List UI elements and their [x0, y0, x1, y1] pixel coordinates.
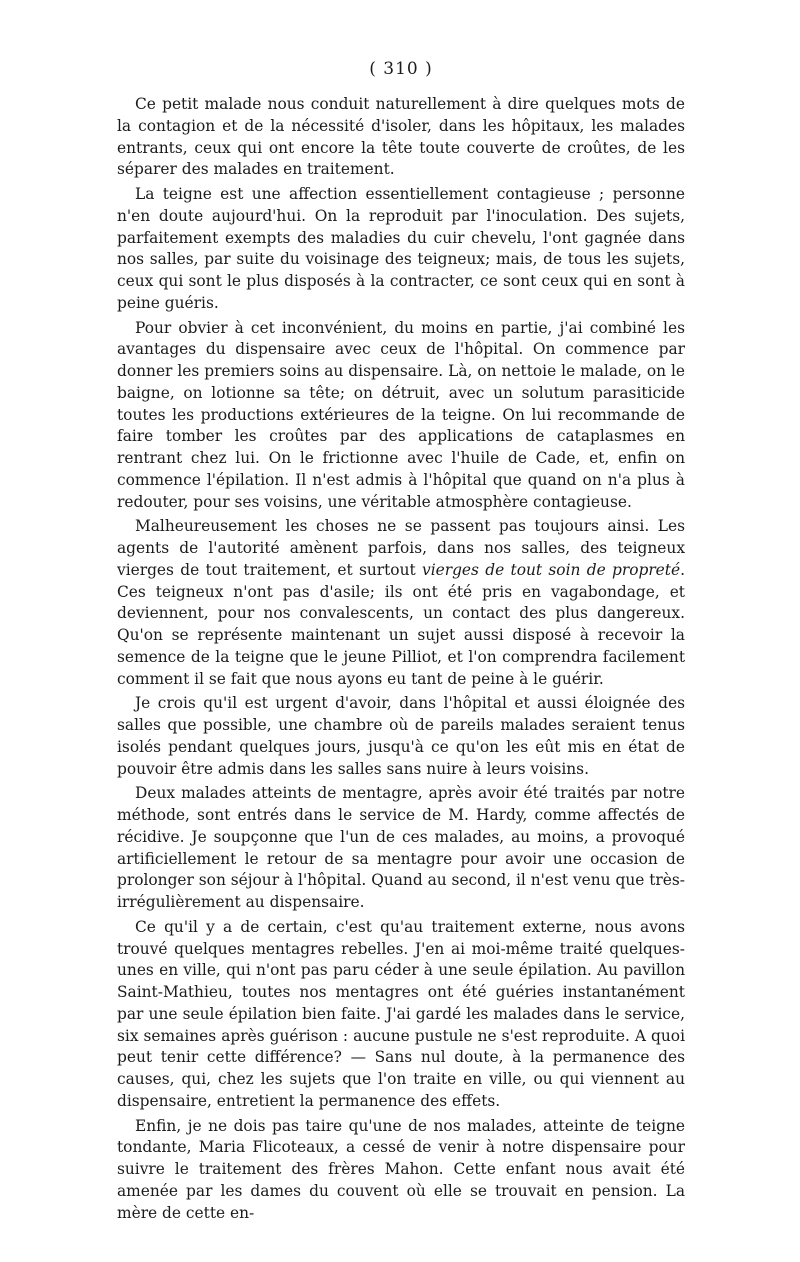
paragraph-untreated-patients — [117, 516, 685, 690]
paragraph-dispensary-method: Pour obvier à cet inconvénient, du moins en partie, j'ai combiné les avantages du dispensaire avec ceux de l'hôpital. On commence par donner les premiers soins au dispensaire. Là, on nettoie le malade, on le baigne, on lotionne sa tête; on détruit, avec un solutum parasiticide toutes les productions extérieures de la teigne. On lui recommande de faire tomber les croûtes par des applications de cataplasmes en rentrant chez lui. On le frictionne avec l'huile de Cade, et, enfin on commence l'épilation. Il n'est admis à l'hôpital que quand on n'a plus à redouter, pour ses voisins, une véritable atmosphère contagieuse. — [117, 318, 685, 511]
book-page — [117, 58, 685, 1224]
page-number: ( 310 ) — [369, 59, 433, 79]
paragraph-text-after: . Ces teigneux n'ont pas d'asile; ils ont été pris en vagabondage, et deviennent, pour nos convalescents, un contact des plus dangereux. Qu'on se représente maintenant un sujet aussi disposé à recevoir la semence de la teigne que le jeune Pilliot, et l'on comprendra facilement comment il se fait que nous ayons eu tant de peine à le guérir. — [117, 560, 685, 688]
italic-phrase: vierges de tout soin de propreté — [422, 560, 681, 579]
paragraph-final-case: Enfin, je ne dois pas taire qu'une de nos malades, atteinte de teigne tondante, Maria Flicoteaux, a cessé de venir à notre dispensaire pour suivre le traitement des frères Mahon. Cette enfant nous avait été amenée par les dames du couvent où elle se trouvait en pension. La mère de cette en- — [117, 1116, 685, 1222]
paragraph-teigne-contagious: La teigne est une affection essentiellement contagieuse ; personne n'en doute aujourd'hui. On la reproduit par l'inoculation. Des sujets, parfaitement exempts des maladies du cuir chevelu, l'ont gagnée dans nos salles, par suite du voisinage des teigneux; mais, de tous les sujets, ceux qui sont le plus disposés à la contracter, ce sont ceux qui en sont à peine guéris. — [117, 185, 685, 312]
paragraph-contagion-intro: Ce petit malade nous conduit naturellement à dire quelques mots de la contagion et de la nécessité d'isoler, dans les hôpitaux, les malades entrants, ceux qui ont encore la tête toute couverte de croûtes, de les séparer des malades en traitement. — [117, 95, 685, 179]
paragraph-mentagre-relapse: Deux malades atteints de mentagre, après avoir été traités par notre méthode, sont entrés dans le service de M. Hardy, comme affectés de récidive. Je soupçonne que l'un de ces malades, au moins, a provoqué artificiellement le retour de sa mentagre pour avoir une occasion de prolonger son séjour à l'hôpital. Quand au second, il n'est venu que très-irrégulièrement au dispensaire. — [117, 784, 685, 911]
paragraph-rebel-mentagres: Ce qu'il y a de certain, c'est qu'au traitement externe, nous avons trouvé quelques mentagres rebelles. J'en ai moi-même traité quelques-unes en ville, qui n'ont pas paru céder à une seule épilation. Au pavillon Saint-Mathieu, toutes nos mentagres ont été guéries instantanément par une seule épilation bien faite. J'ai gardé les malades dans le service, six semaines après guérison : aucune pustule ne s'est reproduite. A quoi peut tenir cette différence? — Sans nul doute, à la permanence des causes, qui, chez les sujets que l'on traite en ville, ou qui viennent au dispensaire, entretient la permanence des effets. — [117, 917, 685, 1110]
paragraph-text-before: Malheureusement les choses ne se passent pas toujours ainsi. Les agents de l'autorité amènent parfois, dans nos salles, des teigneux vierges de tout traitement, et surtout — [117, 517, 685, 579]
paragraph-isolation-room: Je crois qu'il est urgent d'avoir, dans l'hôpital et aussi éloignée des salles que possible, une chambre où de pareils malades seraient tenus isolés pendant quelques jours, jusqu'à ce qu'on les eût mis en état de pouvoir être admis dans les salles sans nuire à leurs voisins. — [117, 694, 685, 778]
